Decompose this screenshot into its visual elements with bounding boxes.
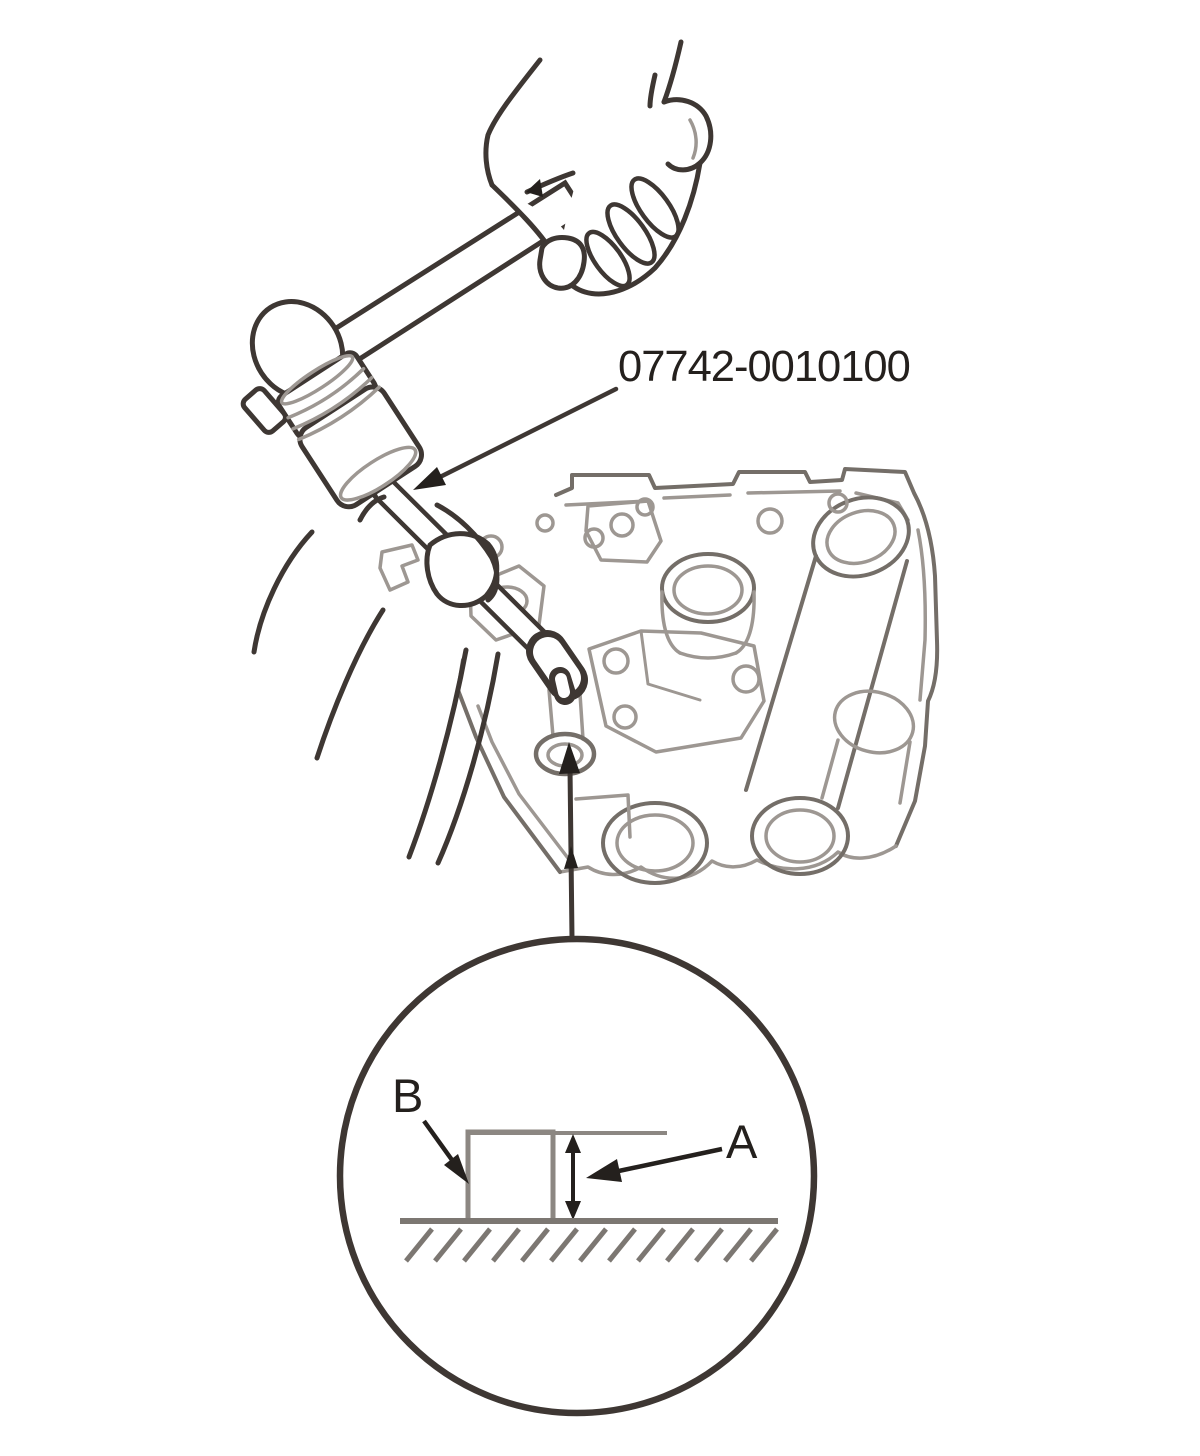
magnifier-circle: [340, 939, 814, 1413]
engine-cylinder-head: [380, 469, 937, 883]
leader-arrowhead-icon: [413, 467, 446, 490]
technician-left-hand: [254, 497, 498, 863]
magnifier-inset: [340, 939, 814, 1413]
label-b: B: [392, 1069, 424, 1122]
part-number-callout: [413, 343, 910, 490]
detail-callout-arrow: [559, 742, 580, 938]
hammer: [206, 183, 585, 527]
label-a: A: [726, 1115, 758, 1168]
part-number-label: 07742-0010100: [618, 343, 910, 391]
fingertip-mark: [526, 179, 543, 197]
